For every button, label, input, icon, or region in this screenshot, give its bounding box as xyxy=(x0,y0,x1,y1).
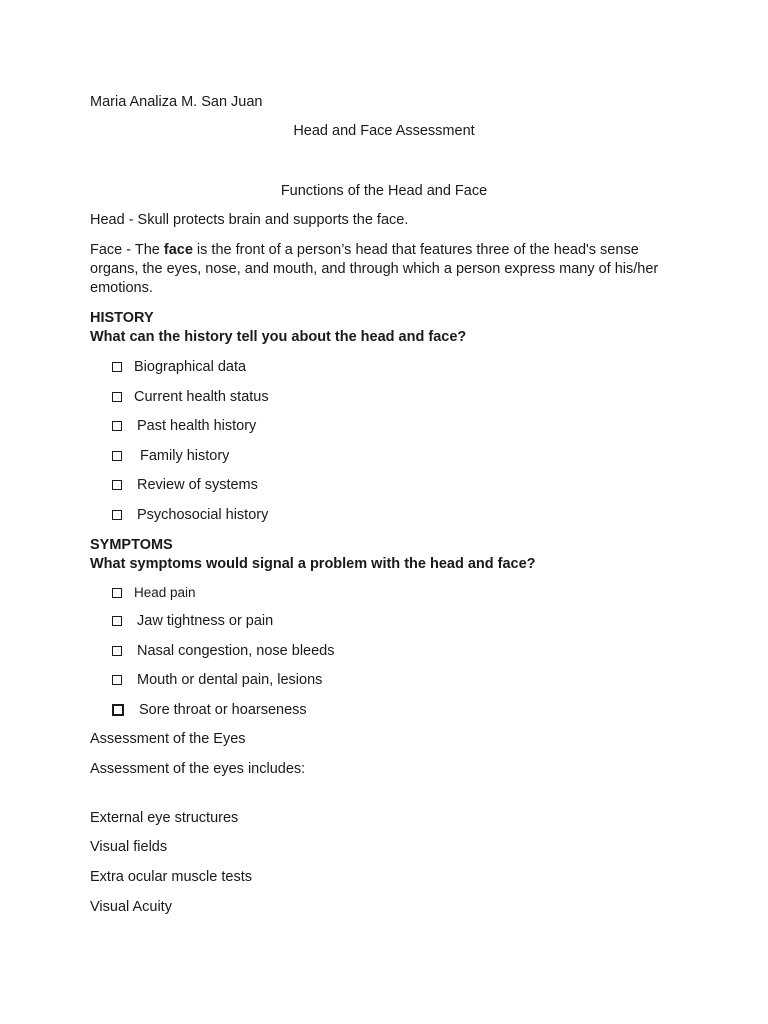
face-rest: is the front of a person’s head that features three of the head's sense organs, the eyes, nose, and mouth, and through which a person express many of his/her emotions. xyxy=(90,242,659,296)
eyes-heading: Assessment of the Eyes xyxy=(90,731,246,747)
list-item xyxy=(112,671,322,689)
list-item xyxy=(112,642,335,660)
list-item-label: Head pain xyxy=(134,585,196,600)
list-item-label: Review of systems xyxy=(137,477,258,493)
checkbox-bullet-icon xyxy=(112,480,122,490)
checkbox-bullet-icon xyxy=(112,362,122,372)
list-item-label: Current health status xyxy=(134,389,269,405)
list-item xyxy=(112,701,307,719)
checkbox-bullet-icon xyxy=(112,421,122,431)
list-item-label: Jaw tightness or pain xyxy=(137,613,274,629)
list-item: Extra ocular muscle tests xyxy=(90,869,252,885)
checkbox-bullet-icon xyxy=(112,646,122,656)
list-item xyxy=(112,476,258,494)
checkbox-bullet-icon xyxy=(112,510,122,520)
list-item xyxy=(112,417,256,435)
checkbox-bullet-icon xyxy=(112,392,122,402)
checkbox-bullet-icon xyxy=(112,675,122,685)
history-question: What can the history tell you about the head and face? xyxy=(90,329,467,345)
list-item xyxy=(112,506,268,524)
list-item xyxy=(112,584,196,602)
symptoms-heading: SYMPTOMS xyxy=(90,537,173,553)
face-bold-word: face xyxy=(163,242,193,258)
head-description: Head - Skull protects brain and supports the face. xyxy=(90,212,409,228)
document-title: Head and Face Assessment xyxy=(293,123,475,139)
list-item-label: Biographical data xyxy=(134,359,247,375)
section-heading-functions: Functions of the Head and Face xyxy=(280,183,488,199)
list-item-label: Family history xyxy=(140,448,230,464)
face-description xyxy=(90,241,680,298)
list-item xyxy=(112,447,229,465)
symptoms-question: What symptoms would signal a problem with the head and face? xyxy=(90,556,536,572)
list-item-label: Nasal congestion, nose bleeds xyxy=(137,643,335,659)
checkbox-bullet-icon xyxy=(112,451,122,461)
face-prefix: Face - The xyxy=(90,242,164,258)
list-item xyxy=(112,388,269,406)
list-item-label: Past health history xyxy=(137,418,257,434)
list-item: Visual fields xyxy=(90,839,168,855)
list-item: Visual Acuity xyxy=(90,899,172,915)
checkbox-bullet-icon xyxy=(112,588,122,598)
list-item-label: Psychosocial history xyxy=(137,507,269,523)
list-item xyxy=(112,358,246,376)
list-item-label: Mouth or dental pain, lesions xyxy=(137,672,323,688)
checkbox-bullet-icon xyxy=(112,616,122,626)
list-item xyxy=(112,612,273,630)
author-name: Maria Analiza M. San Juan xyxy=(90,94,263,110)
history-heading: HISTORY xyxy=(90,310,154,326)
list-item: External eye structures xyxy=(90,810,239,826)
list-item-label: Sore throat or hoarseness xyxy=(139,702,307,718)
eyes-intro: Assessment of the eyes includes: xyxy=(90,761,306,777)
checkbox-bullet-icon xyxy=(112,704,124,716)
